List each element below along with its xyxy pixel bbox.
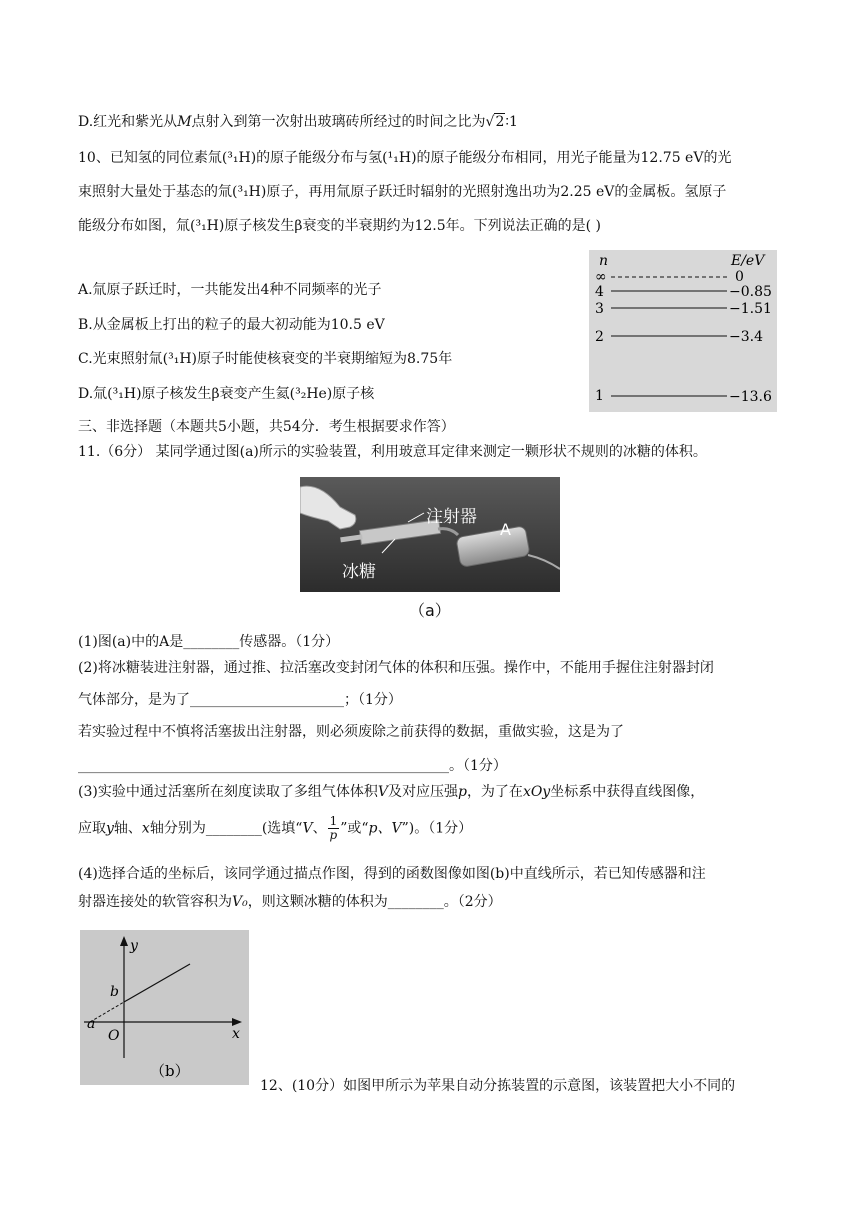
q11-part4-line2: 射器连接处的软管容积为V₀，则这颗冰糖的体积为________。（2分） — [78, 894, 502, 910]
intercept-a-label: a — [87, 1016, 96, 1032]
q11-part2-line3: 若实验过程中不慎将活塞拔出注射器，则必须废除之前获得的数据，重做实验，这是为了 — [78, 724, 624, 740]
q11-intro: 11.（6分） 某同学通过图(a)所示的实验装置，利用玻意耳定律来测定一颗形状不规则的冰糖的体积。 — [78, 444, 707, 460]
q11-part4-line1: (4)选择合适的坐标后，该同学通过描点作图，得到的函数图像如图(b)中直线所示，若已知传感器和注 — [78, 866, 706, 882]
x-axis-arrow-icon — [232, 1018, 242, 1026]
figure-a-caption: （a） — [409, 601, 451, 620]
label-sugar: 冰糖 — [342, 562, 376, 582]
q11-part2-line4: _____________________________________________________。（1分） — [78, 758, 507, 774]
q11-part2-line1: (2)将冰糖装进注射器，通过推、拉活塞改变封闭气体的体积和压强。操作中，不能用手握住注射器封闭 — [78, 660, 714, 676]
energy-e-label: E/eV — [731, 253, 765, 269]
level-n-4: 4 — [595, 284, 604, 300]
origin-label: O — [108, 1028, 120, 1044]
q10-stem-line1: 10、已知氢的同位素氚(³₁H)的原子能级分布与氢(¹₁H)的原子能级分布相同，用光子能量为12.75 eV的光 — [78, 150, 732, 166]
sqrt-symbol: √2 — [485, 114, 505, 130]
label-a: A — [500, 520, 511, 539]
q10-option-d: D.氚(³₁H)原子核发生β衰变产生氦(³₂He)原子核 — [78, 386, 375, 402]
q10-stem-line2: 束照射大量处于基态的氚(³₁H)原子，再用氚原子跃迁时辐射的光照射逸出功为2.25 eV的金属板。氢原子 — [78, 184, 727, 200]
experiment-apparatus-photo — [300, 477, 560, 592]
level-e-3: −1.51 — [729, 301, 772, 317]
q10-option-b: B.从金属板上打出的粒子的最大初动能为10.5 eV — [78, 317, 385, 333]
fraction-1-over-p: $\frac{1}{p}$ — [329, 814, 338, 842]
data-line — [124, 964, 190, 1002]
energy-n-label: n — [599, 253, 609, 269]
y-axis-label: y — [130, 938, 138, 954]
level-e-4: −0.85 — [729, 284, 772, 300]
y-axis-arrow-icon — [120, 936, 128, 946]
q11-part3-line2: 应取y轴、x轴分别为________(选填“V、 $\frac{1}{p}$ ”或“p、V”)。（1分） — [78, 814, 473, 842]
intercept-b-label: b — [110, 984, 119, 1000]
q11-part3-line1: (3)实验中通过活塞所在刻度读取了多组气体体积V及对应压强p，为了在xOy坐标系中获得直线图像， — [78, 784, 705, 800]
q10-option-a: A.氚原子跃迁时，一共能发出4种不同频率的光子 — [78, 282, 382, 298]
q10-option-c: C.光束照射氚(³₁H)原子时能使核衰变的半衰期缩短为8.75年 — [78, 351, 453, 367]
level-n-3: 3 — [595, 301, 604, 317]
level-e-1: −13.6 — [729, 389, 772, 405]
q10-stem-line3: 能级分布如图，氚(³₁H)原子核发生β衰变的半衰期约为12.5年。下列说法正确的是( ) — [78, 218, 601, 234]
level-n-1: 1 — [595, 388, 604, 404]
q12-intro: 12、(10分）如图甲所示为苹果自动分拣装置的示意图，该装置把大小不同的 — [260, 1078, 736, 1094]
level-n-2: 2 — [595, 329, 604, 345]
q9-option-d: D.红光和紫光从M点射入到第一次射出玻璃砖所经过的时间之比为√2∶1 — [78, 114, 518, 130]
energy-level-diagram — [589, 250, 777, 412]
label-syringe: 注射器 — [426, 507, 477, 527]
level-e-inf: 0 — [735, 269, 744, 285]
figure-b-graph — [80, 930, 249, 1085]
q11-part1: (1)图(a)中的A是________传感器。（1分） — [78, 634, 340, 650]
section-3-heading: 三、非选择题（本题共5小题，共54分．考生根据要求作答） — [78, 419, 455, 435]
x-axis-label: x — [232, 1026, 240, 1042]
level-e-2: −3.4 — [729, 329, 763, 345]
figure-b-caption: （b） — [150, 1062, 190, 1080]
level-n-inf: ∞ — [595, 269, 607, 285]
q11-part2-line2: 气体部分，是为了______________________；（1分） — [78, 692, 402, 708]
